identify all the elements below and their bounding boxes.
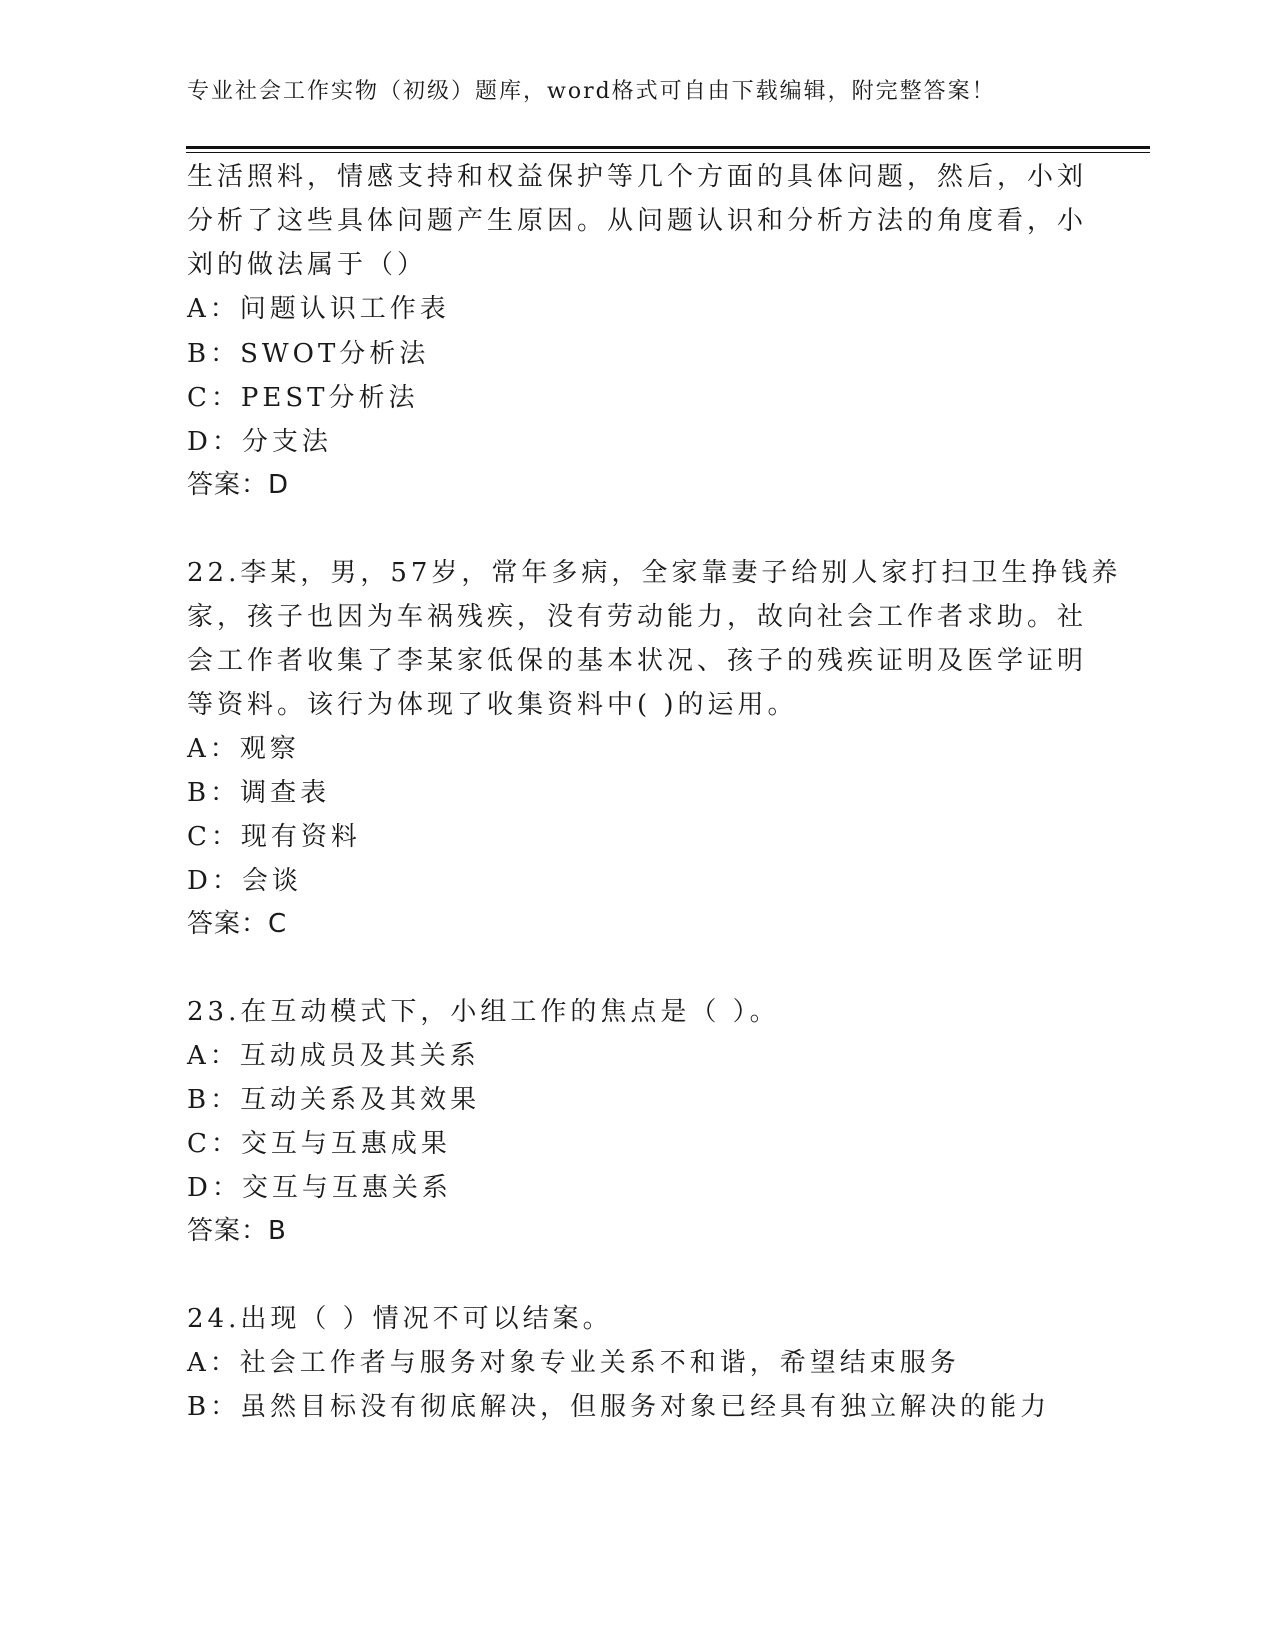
q24-stem-line-1: 24.出现（ ）情况不可以结案。 (187, 1304, 613, 1334)
q23-option-b: B：互动关系及其效果 (187, 1085, 481, 1115)
q22-stem-line-3: 会工作者收集了李某家低保的基本状况、孩子的残疾证明及医学证明 (187, 646, 1088, 676)
q21-stem-line-1: 生活照料，情感支持和权益保护等几个方面的具体问题，然后，小刘 (187, 162, 1088, 192)
q21-option-a: A：问题认识工作表 (187, 294, 450, 324)
q23-answer: 答案：B (187, 1216, 287, 1246)
q22-stem-line-4: 等资料。该行为体现了收集资料中( )的运用。 (187, 690, 798, 720)
header-rule-thick (186, 146, 1150, 149)
q23-stem-line-1: 23.在互动模式下，小组工作的焦点是（ ）。 (187, 997, 780, 1027)
q22-answer: 答案：C (187, 909, 288, 939)
q21-option-d: D：分支法 (187, 427, 332, 457)
q21-stem-line-2: 分析了这些具体问题产生原因。从问题认识和分析方法的角度看，小 (187, 206, 1088, 236)
q21-option-b: B：SWOT分析法 (187, 339, 430, 369)
page-header: 专业社会工作实物（初级）题库，word格式可自由下载编辑，附完整答案！ (187, 79, 996, 104)
q22-option-d: D：会谈 (187, 866, 302, 896)
q23-option-d: D：交互与互惠关系 (187, 1173, 452, 1203)
q24-option-b: B：虽然目标没有彻底解决，但服务对象已经具有独立解决的能力 (187, 1392, 1051, 1422)
q22-stem-line-1: 22.李某，男，57岁，常年多病，全家靠妻子给别人家打扫卫生挣钱养 (187, 558, 1122, 588)
q24-option-a: A：社会工作者与服务对象专业关系不和谐，希望结束服务 (187, 1348, 960, 1378)
q23-option-c: C：交互与互惠成果 (187, 1129, 451, 1159)
q22-option-b: B：调查表 (187, 778, 331, 808)
q22-option-c: C：现有资料 (187, 822, 361, 852)
q23-option-a: A：互动成员及其关系 (187, 1041, 480, 1071)
q21-answer: 答案：D (187, 470, 290, 500)
q22-stem-line-2: 家，孩子也因为车祸残疾，没有劳动能力，故向社会工作者求助。社 (187, 602, 1088, 632)
q21-option-c: C：PEST分析法 (187, 383, 419, 413)
header-rule-thin (186, 152, 1150, 153)
q22-option-a: A：观察 (187, 734, 300, 764)
q21-stem-line-3: 刘的做法属于（） (187, 250, 428, 280)
